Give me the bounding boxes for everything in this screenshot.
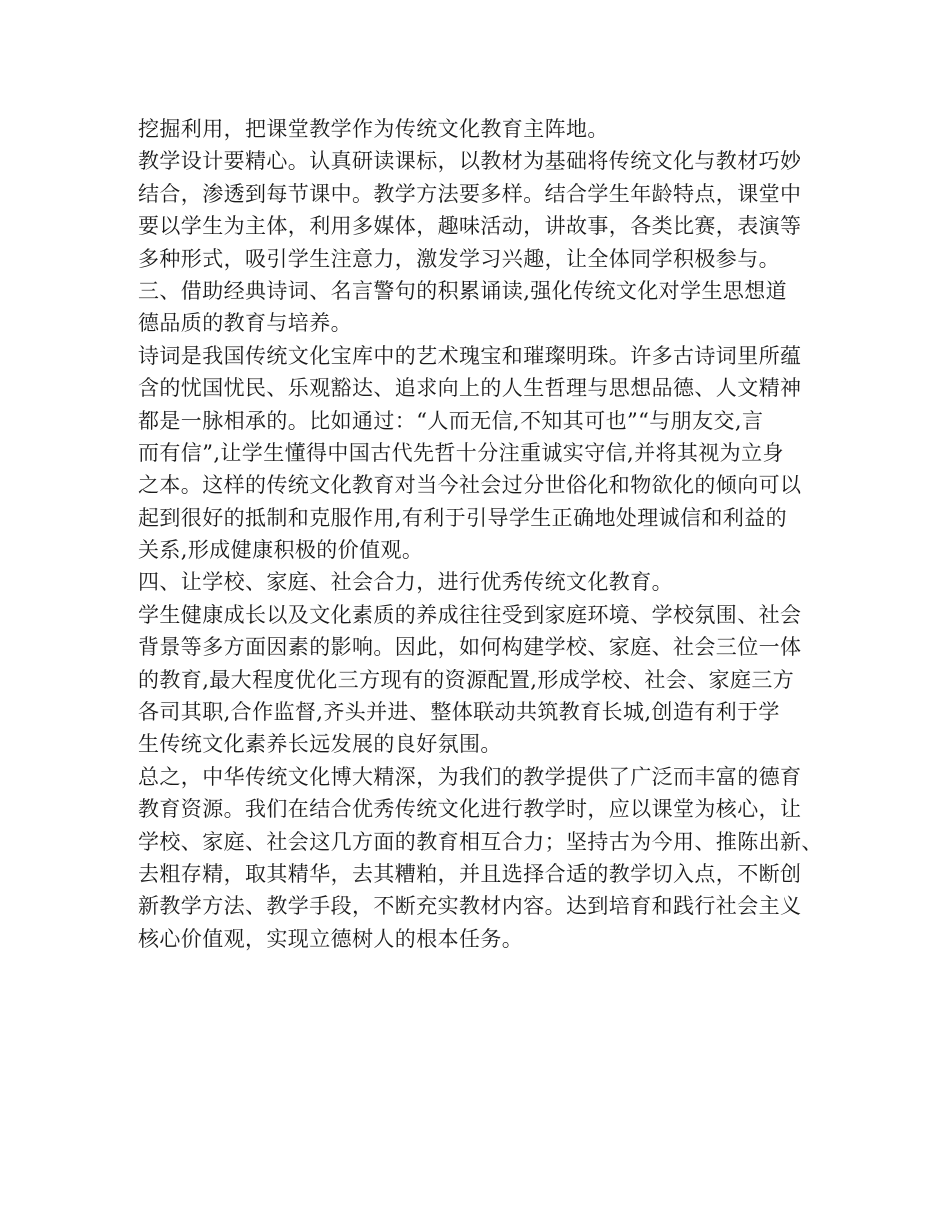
- text-line: 含的忧国忧民、乐观豁达、追求向上的人生哲理与思想品德、人文精神: [138, 376, 802, 401]
- text-line: 结合，渗透到每节课中。教学方法要多样。结合学生年龄特点，课堂中: [138, 181, 802, 206]
- text-line: 学生健康成长以及文化素质的养成往往受到家庭环境、学校氛围、社会: [138, 602, 802, 627]
- text-line: 起到很好的抵制和克服作用,有利于引导学生正确地处理诚信和利益的: [138, 505, 788, 530]
- text-line: 总之，中华传统文化博大精深，为我们的教学提供了广泛而丰富的德育: [138, 764, 802, 789]
- text-line: 多种形式，吸引学生注意力，激发学习兴趣，让全体同学积极参与。: [138, 246, 780, 271]
- text-line: 教育资源。我们在结合优秀传统文化进行教学时，应以课堂为核心，让: [138, 797, 802, 822]
- text-line: 背景等多方面因素的影响。因此，如何构建学校、家庭、社会三位一体: [138, 635, 802, 660]
- text-line: 都是一脉相承的。比如通过：“人而无信,不知其可也”“与朋友交,言: [138, 408, 764, 433]
- text-line: 诗词是我国传统文化宝库中的艺术瑰宝和璀璨明珠。许多古诗词里所蕴: [138, 343, 802, 368]
- text-line: 去粗存精，取其精华，去其糟粕，并且选择合适的教学切入点，不断创: [138, 861, 802, 886]
- section-heading-line: 四、让学校、家庭、社会合力，进行优秀传统文化教育。: [138, 570, 673, 595]
- text-line: 各司其职,合作监督,齐头并进、整体联动共筑教育长城,创造有利于学: [138, 700, 780, 725]
- text-line: 学校、家庭、社会这几方面的教育相互合力；坚持古为今用、推陈出新、: [138, 829, 823, 854]
- text-line: 的教育,最大程度优化三方现有的资源配置,形成学校、社会、家庭三方: [138, 667, 795, 692]
- text-line: 关系,形成健康积极的价值观。: [138, 538, 424, 563]
- text-line: 而有信”,让学生懂得中国古代先哲十分注重诚实守信,并将其视为立身: [138, 440, 784, 465]
- text-line: 之本。这样的传统文化教育对当今社会过分世俗化和物欲化的倾向可以: [138, 473, 802, 498]
- text-line: 新教学方法、教学手段，不断充实教材内容。达到培育和践行社会主义: [138, 894, 802, 919]
- text-line: 生传统文化素养长远发展的良好氛围。: [138, 732, 502, 757]
- section-heading-line: 三、借助经典诗词、名言警句的积累诵读,强化传统文化对学生思想道: [138, 278, 788, 303]
- text-line: 要以学生为主体，利用多媒体，趣味活动，讲故事，各类比赛，表演等: [138, 214, 802, 239]
- text-line: 挖掘利用，把课堂教学作为传统文化教育主阵地。: [138, 117, 609, 141]
- body-text: [138, 113, 828, 955]
- text-line: 教学设计要精心。认真研读课标，以教材为基础将传统文化与教材巧妙: [138, 149, 802, 174]
- section-heading-line: 德品质的教育与培养。: [138, 311, 352, 336]
- text-line: 核心价值观，实现立德树人的根本任务。: [138, 926, 524, 951]
